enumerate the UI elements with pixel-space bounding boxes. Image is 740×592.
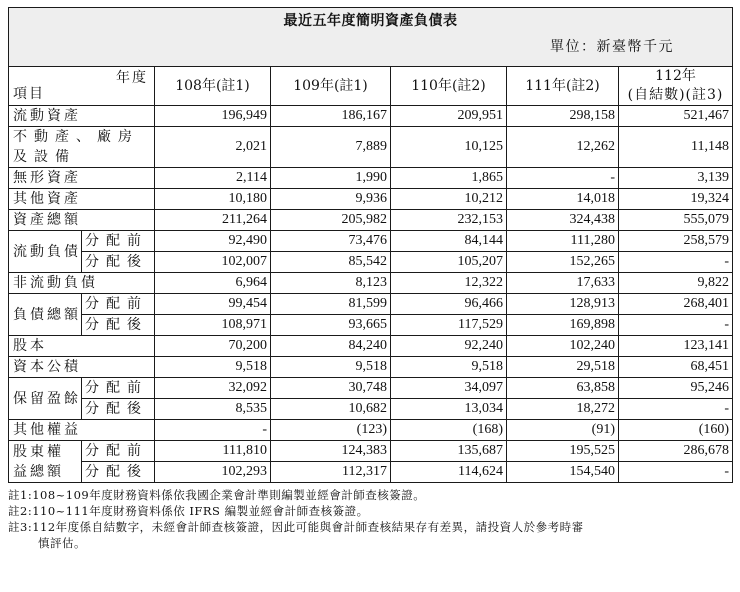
footnote-3: 註3:112年度係自結數字，未經會計師查核簽證，因此可能與會計師查核結果存有差異，請投資人於參考時審	[8, 520, 584, 534]
cell-110: 10,125	[391, 127, 507, 168]
table-row-capital-surplus	[9, 357, 733, 378]
cell-110: 9,518	[391, 357, 507, 378]
cell-110: 84,144	[391, 231, 507, 252]
row-label: 股東權益總額	[9, 441, 82, 483]
cell-108: 111,810	[155, 441, 271, 462]
row-label: 流動資產	[9, 106, 155, 127]
table-row-total-equity-before	[9, 441, 733, 462]
column-header-row	[9, 67, 733, 106]
cell-112: 123,141	[619, 336, 733, 357]
cell-112: 3,139	[619, 168, 733, 189]
footnote-2: 註2:110~111年度財務資料係依 IFRS 編製並經會計師查核簽證。	[8, 504, 369, 518]
cell-111: (91)	[507, 420, 619, 441]
cell-109: 73,476	[271, 231, 391, 252]
col-header-108: 108年(註1)	[155, 67, 271, 106]
cell-112: 11,148	[619, 127, 733, 168]
cell-108: -	[155, 420, 271, 441]
cell-108: 70,200	[155, 336, 271, 357]
cell-109: 81,599	[271, 294, 391, 315]
table-row-retained-after	[9, 399, 733, 420]
cell-111: 128,913	[507, 294, 619, 315]
col-header-111: 111年(註2)	[507, 67, 619, 106]
cell-108: 102,007	[155, 252, 271, 273]
cell-109: 112,317	[271, 462, 391, 483]
cell-111: 169,898	[507, 315, 619, 336]
cell-110: 232,153	[391, 210, 507, 231]
item-label: 項目	[13, 86, 45, 102]
cell-109: (123)	[271, 420, 391, 441]
footnote-3-continued: 慎評估。	[38, 536, 86, 550]
table-row-other-assets	[9, 189, 733, 210]
cell-110: 114,624	[391, 462, 507, 483]
sub-label-before: 分配前	[82, 231, 155, 252]
cell-111: 18,272	[507, 399, 619, 420]
unit-label: 單位：新臺幣千元	[550, 39, 675, 55]
sub-label-before: 分配前	[82, 441, 155, 462]
sub-label-after: 分配後	[82, 252, 155, 273]
cell-108: 99,454	[155, 294, 271, 315]
cell-111: 111,280	[507, 231, 619, 252]
cell-109: 84,240	[271, 336, 391, 357]
footnotes	[8, 487, 732, 551]
col-header-112	[619, 67, 733, 106]
cell-109: 1,990	[271, 168, 391, 189]
table-row-total-assets	[9, 210, 733, 231]
row-label: 保留盈餘	[9, 378, 82, 420]
col-header-112-line1: 112年	[655, 68, 696, 84]
cell-108: 92,490	[155, 231, 271, 252]
cell-111: 17,633	[507, 273, 619, 294]
cell-108: 211,264	[155, 210, 271, 231]
cell-110: 1,865	[391, 168, 507, 189]
cell-110: 12,322	[391, 273, 507, 294]
cell-108: 2,114	[155, 168, 271, 189]
cell-109: 124,383	[271, 441, 391, 462]
table-row-total-equity-after	[9, 462, 733, 483]
cell-111: 195,525	[507, 441, 619, 462]
cell-110: 13,034	[391, 399, 507, 420]
row-label: 資本公積	[9, 357, 155, 378]
cell-109: 9,936	[271, 189, 391, 210]
row-label: 負債總額	[9, 294, 82, 336]
cell-112: 555,079	[619, 210, 733, 231]
table-row-ppe	[9, 127, 733, 168]
cell-109: 7,889	[271, 127, 391, 168]
cell-110: 135,687	[391, 441, 507, 462]
cell-111: -	[507, 168, 619, 189]
cell-111: 324,438	[507, 210, 619, 231]
table-row-other-equity	[9, 420, 733, 441]
cell-112: 268,401	[619, 294, 733, 315]
row-label: 非流動負債	[9, 273, 155, 294]
table-row-current-liab-before	[9, 231, 733, 252]
cell-111: 154,540	[507, 462, 619, 483]
cell-109: 9,518	[271, 357, 391, 378]
cell-108: 108,971	[155, 315, 271, 336]
cell-109: 205,982	[271, 210, 391, 231]
title-header	[9, 8, 733, 67]
cell-109: 10,682	[271, 399, 391, 420]
cell-112: 19,324	[619, 189, 733, 210]
cell-109: 186,167	[271, 106, 391, 127]
cell-108: 32,092	[155, 378, 271, 399]
cell-111: 152,265	[507, 252, 619, 273]
sub-label-after: 分配後	[82, 462, 155, 483]
cell-111: 29,518	[507, 357, 619, 378]
cell-111: 298,158	[507, 106, 619, 127]
corner-header	[9, 67, 155, 106]
row-label: 其他權益	[9, 420, 155, 441]
cell-112: 521,467	[619, 106, 733, 127]
table-row-total-liab-after	[9, 315, 733, 336]
col-header-109: 109年(註1)	[271, 67, 391, 106]
cell-112: 68,451	[619, 357, 733, 378]
cell-109: 85,542	[271, 252, 391, 273]
row-label: 無形資產	[9, 168, 155, 189]
cell-111: 12,262	[507, 127, 619, 168]
cell-110: (168)	[391, 420, 507, 441]
cell-112: -	[619, 315, 733, 336]
cell-112: -	[619, 462, 733, 483]
cell-109: 8,123	[271, 273, 391, 294]
cell-110: 34,097	[391, 378, 507, 399]
cell-108: 102,293	[155, 462, 271, 483]
table-row-current-liab-after	[9, 252, 733, 273]
cell-110: 105,207	[391, 252, 507, 273]
cell-112: -	[619, 399, 733, 420]
table-title: 最近五年度簡明資產負債表	[283, 13, 458, 29]
table-row-current-assets	[9, 106, 733, 127]
table-row-retained-before	[9, 378, 733, 399]
col-header-112-line2: (自結數)(註3)	[627, 87, 724, 103]
cell-112: -	[619, 252, 733, 273]
cell-112: 286,678	[619, 441, 733, 462]
cell-110: 10,212	[391, 189, 507, 210]
cell-108: 2,021	[155, 127, 271, 168]
row-label: 資產總額	[9, 210, 155, 231]
footnote-1: 註1:108~109年度財務資料係依我國企業會計準則編製並經會計師查核簽證。	[8, 488, 426, 502]
cell-109: 30,748	[271, 378, 391, 399]
cell-108: 10,180	[155, 189, 271, 210]
cell-111: 63,858	[507, 378, 619, 399]
table-row-noncurrent-liab	[9, 273, 733, 294]
table-row-capital	[9, 336, 733, 357]
sub-label-after: 分配後	[82, 315, 155, 336]
sub-label-before: 分配前	[82, 378, 155, 399]
balance-sheet-table	[8, 7, 733, 483]
row-label: 其他資產	[9, 189, 155, 210]
row-label: 股本	[9, 336, 155, 357]
sub-label-after: 分配後	[82, 399, 155, 420]
cell-112: (160)	[619, 420, 733, 441]
table-row-intangible	[9, 168, 733, 189]
cell-108: 196,949	[155, 106, 271, 127]
balance-sheet-container	[8, 7, 732, 551]
cell-111: 102,240	[507, 336, 619, 357]
cell-110: 209,951	[391, 106, 507, 127]
cell-108: 8,535	[155, 399, 271, 420]
cell-108: 9,518	[155, 357, 271, 378]
year-label: 年度	[116, 70, 148, 86]
table-row-total-liab-before	[9, 294, 733, 315]
cell-110: 96,466	[391, 294, 507, 315]
cell-110: 117,529	[391, 315, 507, 336]
cell-112: 95,246	[619, 378, 733, 399]
col-header-110: 110年(註2)	[391, 67, 507, 106]
cell-111: 14,018	[507, 189, 619, 210]
sub-label-before: 分配前	[82, 294, 155, 315]
row-label: 流動負債	[9, 231, 82, 273]
cell-108: 6,964	[155, 273, 271, 294]
cell-112: 9,822	[619, 273, 733, 294]
row-label: 不動產、廠房及設備	[9, 127, 155, 168]
cell-112: 258,579	[619, 231, 733, 252]
cell-109: 93,665	[271, 315, 391, 336]
cell-110: 92,240	[391, 336, 507, 357]
